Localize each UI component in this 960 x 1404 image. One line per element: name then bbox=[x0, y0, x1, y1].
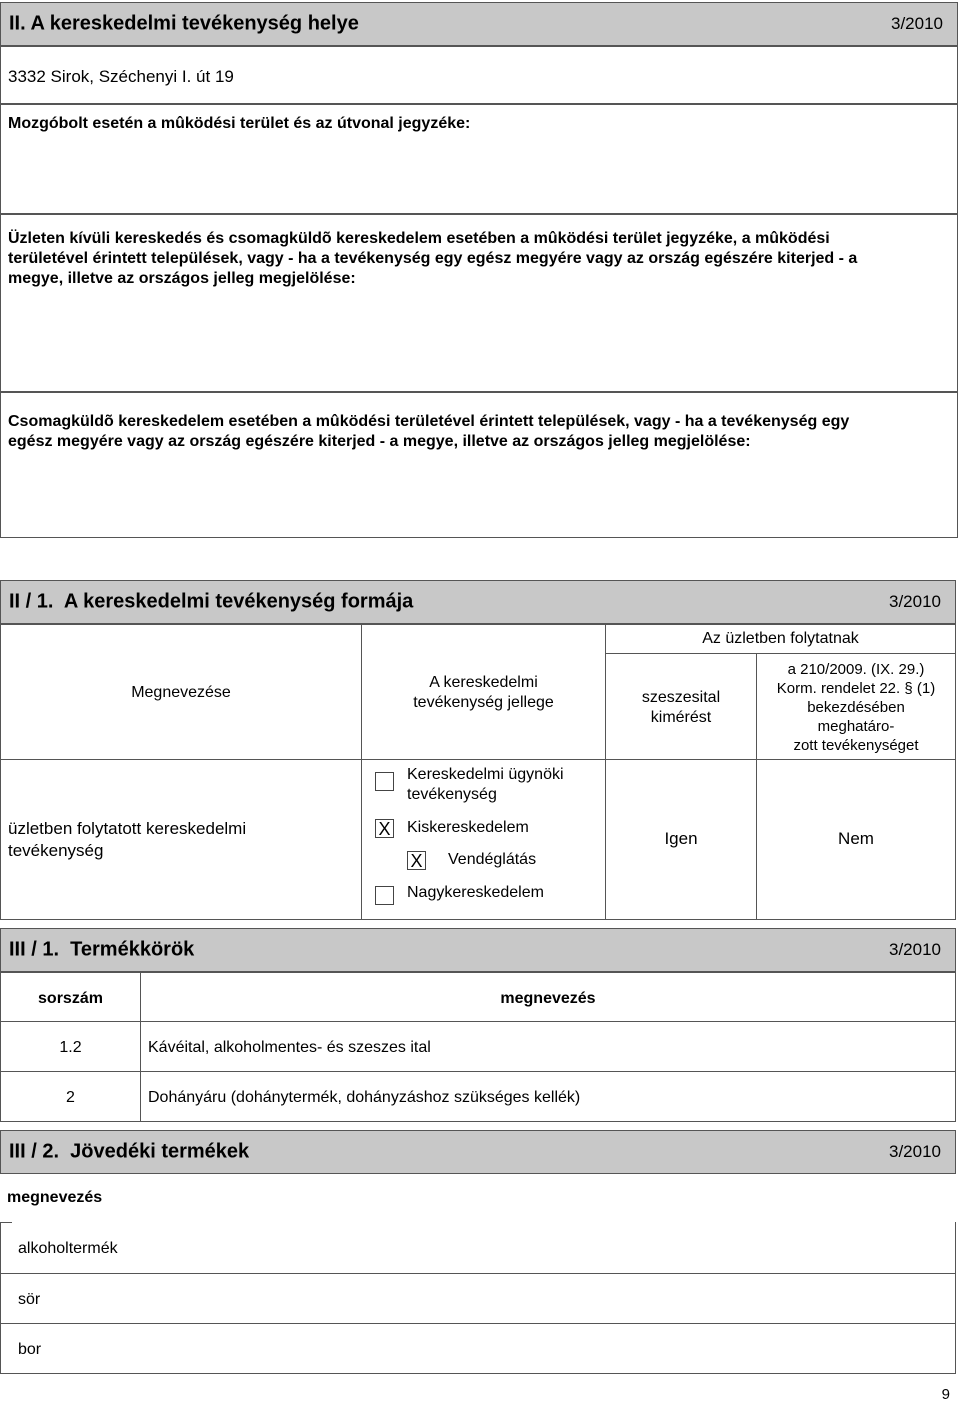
col-nature-header-line: tevékenység jellege bbox=[413, 694, 554, 711]
section2-title: II. A kereskedelmi tevékenység helye bbox=[9, 12, 359, 35]
divider bbox=[0, 1373, 956, 1374]
agent-label bbox=[407, 765, 564, 805]
retail-label: Kiskereskedelem bbox=[407, 819, 529, 836]
table-row bbox=[0, 1071, 141, 1122]
section2-code: 3/2010 bbox=[891, 14, 943, 33]
catering-label: Vendéglátás bbox=[448, 851, 537, 868]
outside-trade-label-line: területével érintett települések, vagy - ha a tevékenység egy egész megyére vagy az ország egészére kiterjed - a bbox=[8, 250, 858, 267]
row-product-name: Kávéital, alkoholmentes- és szeszes ital bbox=[148, 1039, 431, 1056]
col-decree-header-line: zott tevékenységet bbox=[793, 737, 919, 754]
agent-label-line: Kereskedelmi ügynöki bbox=[407, 766, 564, 783]
col-num-header-text: sorszám bbox=[38, 990, 103, 1007]
table-row bbox=[0, 1021, 141, 1072]
col-alcohol-header-line: kimérést bbox=[650, 709, 712, 726]
col-nature-header-line: A kereskedelmi bbox=[429, 674, 538, 691]
col-decree-header-line: meghatáro- bbox=[817, 718, 895, 735]
col-nature-header-text bbox=[362, 673, 605, 713]
divider bbox=[0, 1222, 12, 1223]
excise-item: alkoholtermék bbox=[18, 1240, 118, 1257]
package-trade-label-line: egész megyére vagy az ország egészére kiterjed - a megye, illetve az országos jelleg megjelölése: bbox=[8, 433, 751, 450]
row-name-line: üzletben folytatott kereskedelmi bbox=[8, 819, 247, 838]
excise-item: bor bbox=[18, 1341, 42, 1358]
mobile-route-box bbox=[0, 104, 958, 214]
col-num-header bbox=[0, 972, 141, 1022]
row-name-text bbox=[8, 818, 246, 862]
divider bbox=[0, 1273, 956, 1274]
package-trade-label bbox=[8, 412, 849, 452]
col-decree-header bbox=[756, 653, 956, 760]
section3-2-title-text: Jövedéki termékek bbox=[70, 1140, 250, 1163]
section-sign: § bbox=[904, 680, 913, 697]
package-trade-box bbox=[0, 392, 958, 538]
table-row bbox=[140, 1021, 956, 1072]
divider bbox=[955, 1222, 956, 1373]
alcohol-value: Igen bbox=[664, 829, 698, 848]
decree-ref: Korm. rendelet 22. bbox=[776, 680, 901, 697]
product-table bbox=[0, 972, 956, 1122]
col-nature-header bbox=[361, 624, 606, 760]
divider bbox=[0, 1222, 1, 1373]
outside-trade-label bbox=[8, 229, 857, 289]
table-row bbox=[140, 1071, 956, 1122]
section3-1-title bbox=[9, 939, 194, 962]
col-decree-header-line bbox=[757, 679, 955, 698]
row-num: 2 bbox=[66, 1089, 75, 1106]
col-decree-header-text bbox=[757, 660, 955, 755]
address-value: 3332 Sirok, Széchenyi I. út 19 bbox=[8, 67, 234, 86]
excise-table bbox=[0, 1174, 956, 1374]
outside-trade-label-line: Üzleten kívüli kereskedés és csomagküldõ kereskedelem esetében a mûködési terület jegyzéke, a mûködési bbox=[8, 230, 830, 247]
section3-2-code: 3/2010 bbox=[889, 1142, 941, 1161]
section3-1-code: 3/2010 bbox=[889, 940, 941, 959]
section2-1-title-text: A kereskedelmi tevékenység formája bbox=[63, 590, 414, 613]
decree-value: Nem bbox=[838, 829, 874, 848]
col-group-header-text: Az üzletben folytatnak bbox=[702, 630, 859, 647]
outside-trade-box bbox=[0, 214, 958, 392]
col-alcohol-header bbox=[605, 653, 757, 760]
section2-1-header bbox=[0, 580, 956, 624]
section2-1-code: 3/2010 bbox=[889, 592, 941, 611]
row-num: 1.2 bbox=[59, 1039, 82, 1056]
row-name-cell bbox=[0, 759, 362, 920]
row-alcohol-cell bbox=[605, 759, 757, 920]
col-group-header bbox=[605, 624, 956, 654]
decree-paragraph: (1) bbox=[912, 680, 936, 697]
mobile-route-label: Mozgóbolt esetén a mûködési terület és az útvonal jegyzéke: bbox=[8, 115, 471, 132]
col-name-header bbox=[0, 624, 362, 760]
agent-label-line: tevékenység bbox=[407, 786, 497, 803]
section3-2-title bbox=[9, 1141, 249, 1164]
section3-1-title-text: Termékkörök bbox=[70, 938, 195, 961]
divider bbox=[0, 1323, 956, 1324]
address-box bbox=[0, 46, 958, 104]
page-number: 9 bbox=[941, 1386, 950, 1403]
section3-2-number: III / 2. bbox=[9, 1140, 60, 1163]
col-alcohol-header-line: szeszesital bbox=[641, 689, 721, 706]
section3-2-header bbox=[0, 1130, 956, 1174]
section2-header bbox=[0, 2, 958, 46]
col-decree-header-line: bekezdésében bbox=[807, 699, 905, 716]
section3-1-header bbox=[0, 928, 956, 972]
section3-1-number: III / 1. bbox=[9, 938, 60, 961]
row-decree-cell bbox=[756, 759, 956, 920]
retail-checkbox[interactable]: X bbox=[375, 819, 394, 838]
col-name-header-text: Megnevezése bbox=[131, 684, 231, 701]
wholesale-label: Nagykereskedelem bbox=[407, 884, 544, 901]
package-trade-label-line: Csomagküldõ kereskedelem esetében a mûködési területével érintett települések, vagy - ha a tevékenység egy bbox=[8, 413, 850, 430]
section2-1-number: II / 1. bbox=[9, 590, 54, 613]
catering-checkbox[interactable]: X bbox=[407, 851, 426, 870]
outside-trade-label-line: megye, illetve az országos jelleg megjelölése: bbox=[8, 270, 356, 287]
col-product-header bbox=[140, 972, 956, 1022]
excise-col-header: megnevezés bbox=[7, 1189, 103, 1206]
section2-1-title bbox=[9, 591, 413, 614]
row-name-line: tevékenység bbox=[8, 841, 104, 860]
row-product-name: Dohányáru (dohánytermék, dohányzáshoz szükséges kellék) bbox=[148, 1089, 581, 1106]
row-nature-cell bbox=[361, 759, 606, 920]
activity-form-table bbox=[0, 624, 956, 920]
col-decree-header-line: a 210/2009. (IX. 29.) bbox=[787, 661, 925, 678]
wholesale-checkbox[interactable] bbox=[375, 886, 394, 905]
agent-checkbox[interactable] bbox=[375, 772, 394, 791]
col-alcohol-header-text bbox=[606, 688, 756, 728]
excise-item: sör bbox=[18, 1291, 41, 1308]
col-product-header-text: megnevezés bbox=[500, 990, 596, 1007]
